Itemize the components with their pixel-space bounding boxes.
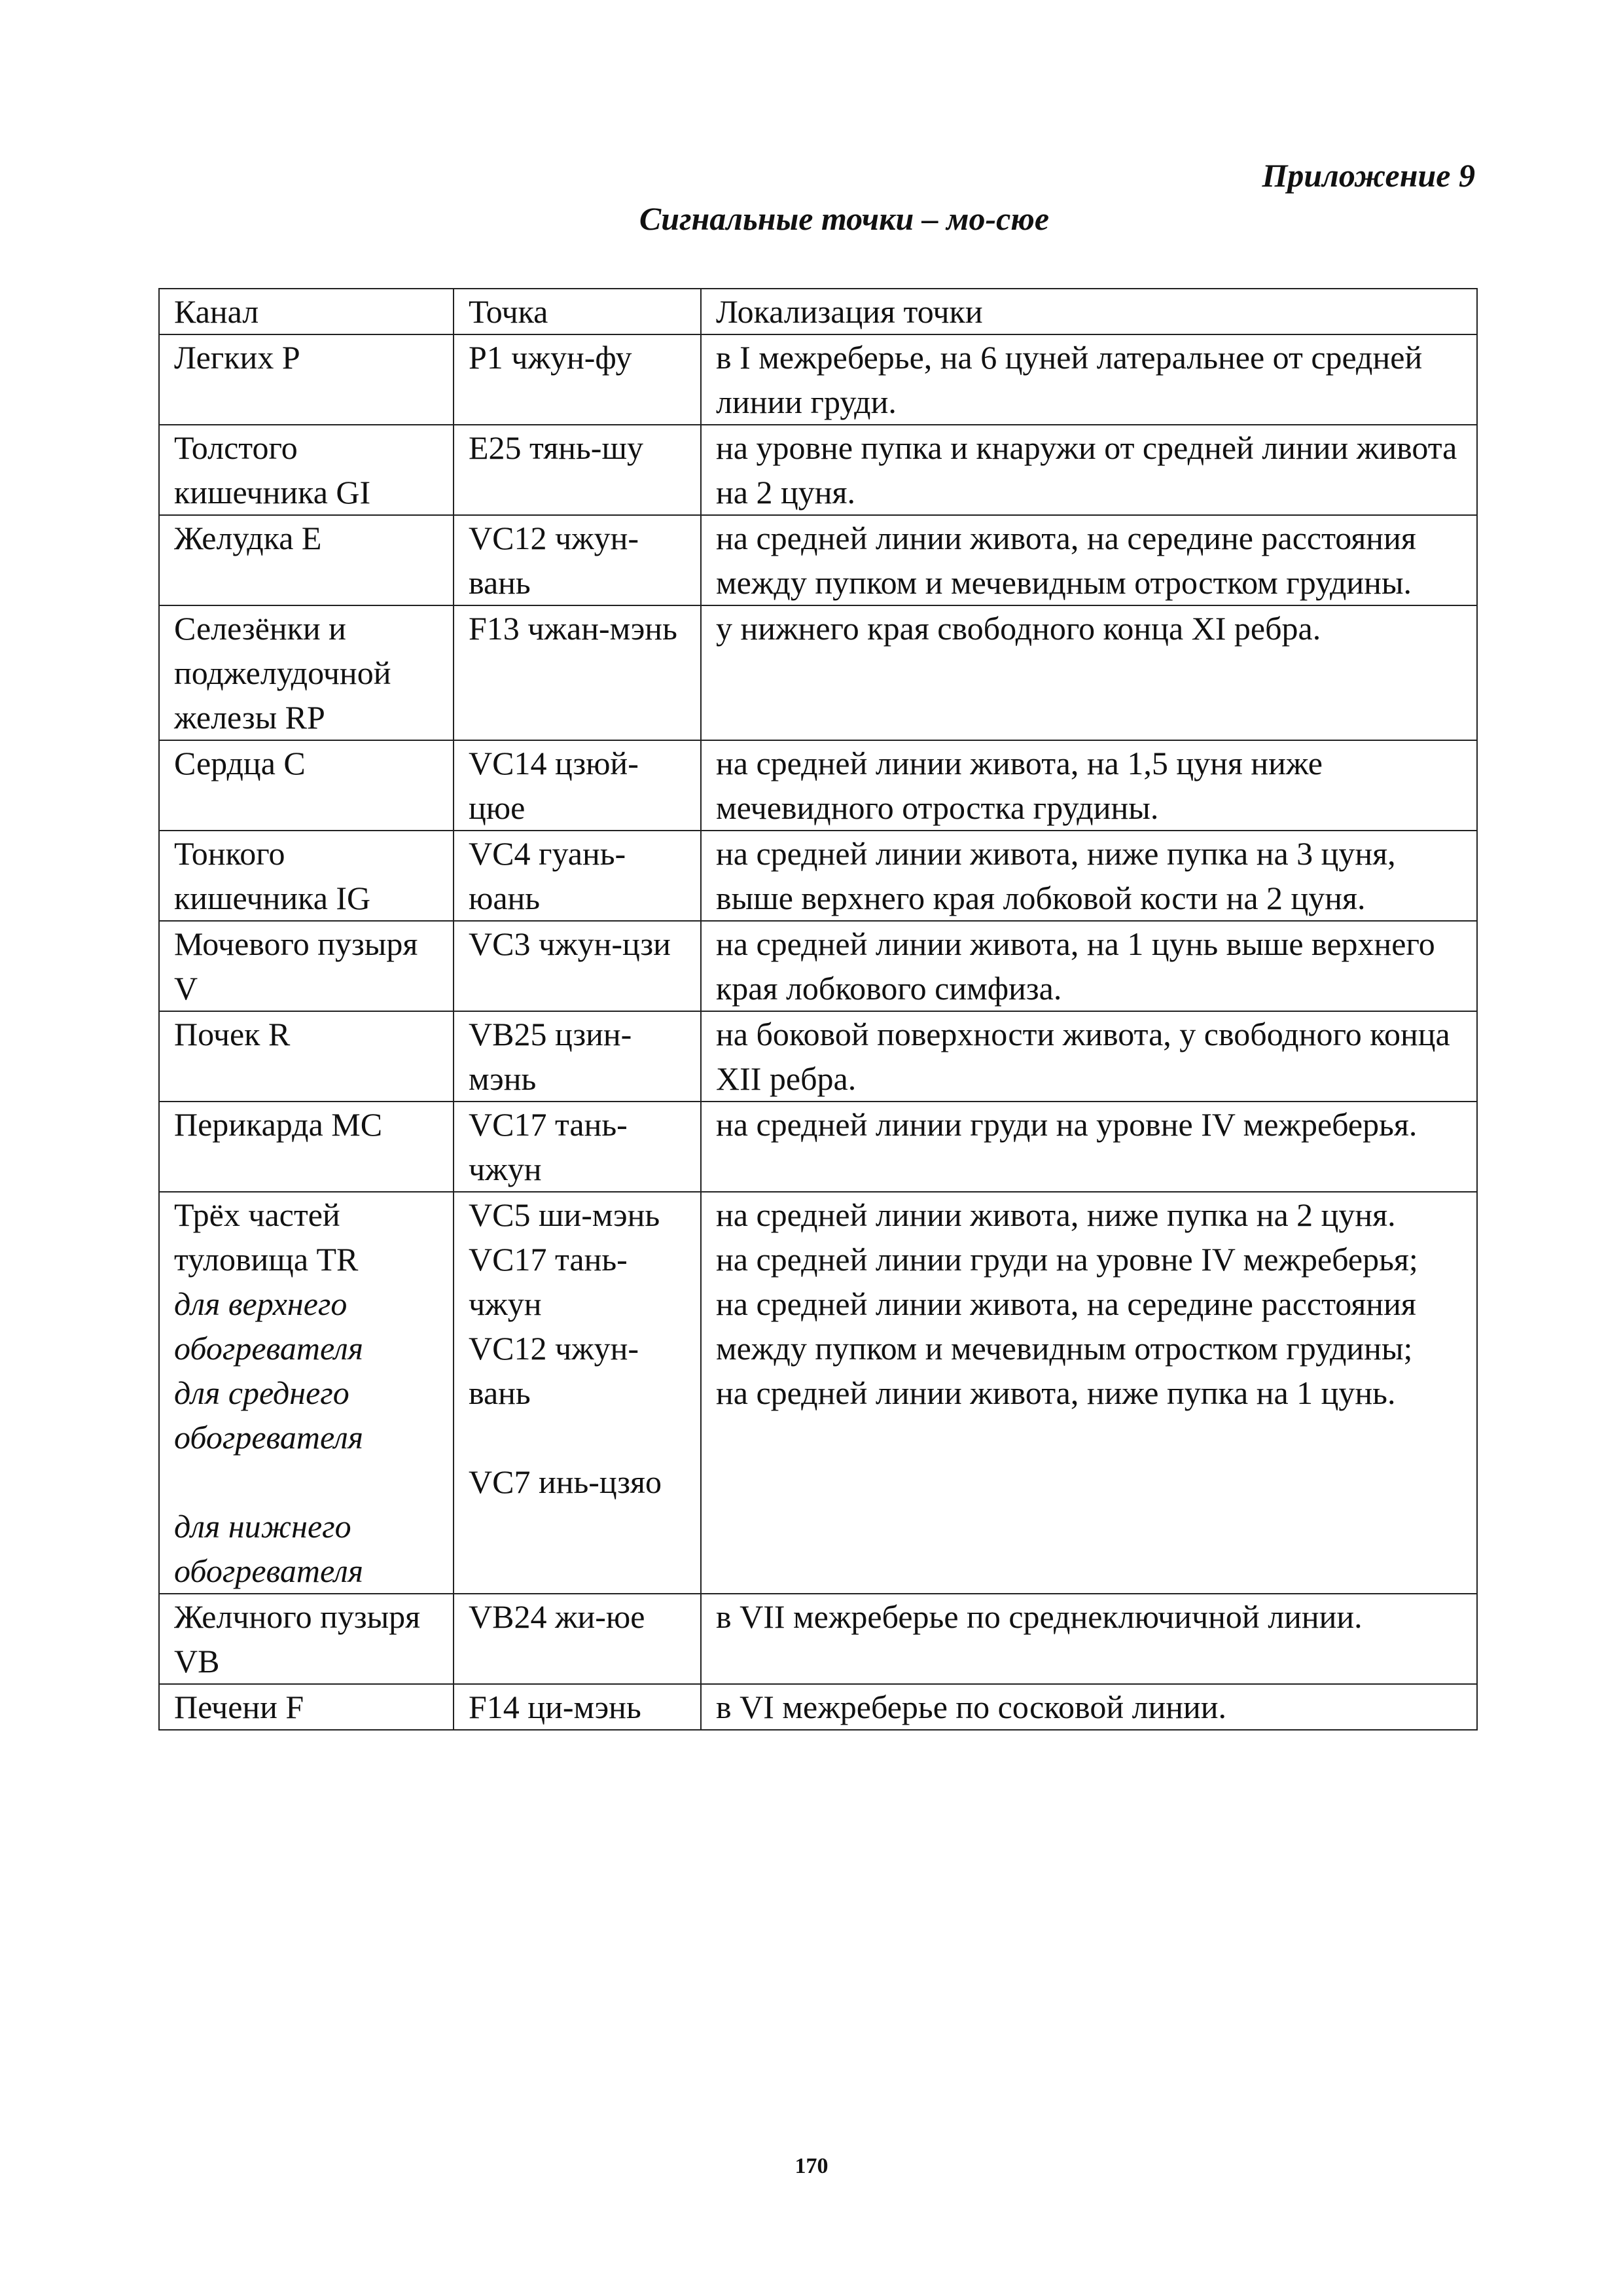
channel-sub-lower: для нижнего обогревателя: [174, 1508, 363, 1589]
column-header-point: Точка: [454, 289, 701, 334]
cell-point: VB25 цзин-мэнь: [454, 1011, 701, 1102]
cell-channel: Желудка E: [159, 515, 454, 605]
cell-location: [701, 1192, 1477, 1594]
point-middle: VC12 чжун-вань: [469, 1330, 639, 1411]
location-lower: на средней линии живота, ниже пупка на 1 цунь.: [716, 1374, 1396, 1411]
cell-channel: Легких P: [159, 334, 454, 425]
line-spacer: [174, 1460, 444, 1504]
cell-location: в I межреберье, на 6 цуней латеральнее от средней линии груди.: [701, 334, 1477, 425]
cell-location: на уровне пупка и кнаружи от средней линии живота на 2 цуня.: [701, 425, 1477, 515]
cell-channel: Желчного пузыря VB: [159, 1594, 454, 1684]
cell-point: VC17 тань-чжун: [454, 1102, 701, 1192]
cell-location: в VII межреберье по среднеключичной линии.: [701, 1594, 1477, 1684]
location-middle: на средней линии живота, на середине расстояния между пупком и мечевидным отростком грудины;: [716, 1285, 1416, 1367]
point-main: VC5 ши-мэнь: [469, 1196, 660, 1233]
channel-sub-middle: для среднего обогревателя: [174, 1374, 363, 1456]
line-spacer: [469, 1415, 691, 1460]
cell-point: F14 ци-мэнь: [454, 1684, 701, 1730]
table-row: [159, 740, 1477, 831]
cell-channel: Селезёнки и поджелудочной железы RP: [159, 605, 454, 740]
page-number: 170: [794, 2154, 829, 2178]
point-upper: VC17 тань-чжун: [469, 1241, 628, 1322]
signal-points-table: [158, 288, 1478, 1731]
cell-point: F13 чжан-мэнь: [454, 605, 701, 740]
cell-channel: Сердца C: [159, 740, 454, 831]
page-title: Сигнальные точки – мо-сюе: [639, 200, 1050, 237]
cell-point: P1 чжун-фу: [454, 334, 701, 425]
cell-location: на средней линии груди на уровне IV межреберья.: [701, 1102, 1477, 1192]
cell-location: на средней линии живота, ниже пупка на 3 цуня, выше верхнего края лобковой кости на 2 цуня.: [701, 831, 1477, 921]
cell-location: в VI межреберье по сосковой линии.: [701, 1684, 1477, 1730]
cell-location: на средней линии живота, на 1,5 цуня ниже мечевидного отростка грудины.: [701, 740, 1477, 831]
cell-point: VC12 чжун-вань: [454, 515, 701, 605]
point-lower: VC7 инь-цзяо: [469, 1463, 662, 1500]
table-row: [159, 1594, 1477, 1684]
appendix-label: Приложение 9: [1262, 157, 1475, 194]
table-row: [159, 515, 1477, 605]
cell-channel: Почек R: [159, 1011, 454, 1102]
cell-location: на средней линии живота, на середине расстояния между пупком и мечевидным отростком грудины.: [701, 515, 1477, 605]
cell-point: VB24 жи-юе: [454, 1594, 701, 1684]
location-upper: на средней линии груди на уровне IV межреберья;: [716, 1241, 1418, 1278]
location-main: на средней линии живота, ниже пупка на 2 цуня.: [716, 1196, 1396, 1233]
table-row: [159, 334, 1477, 425]
cell-point: VC3 чжун-цзи: [454, 921, 701, 1011]
table-row: [159, 1011, 1477, 1102]
table-header-row: [159, 289, 1477, 334]
cell-channel: Перикарда MC: [159, 1102, 454, 1192]
cell-location: на средней линии живота, на 1 цунь выше верхнего края лобкового симфиза.: [701, 921, 1477, 1011]
table-row: [159, 1192, 1477, 1594]
cell-channel: Мочевого пузыря V: [159, 921, 454, 1011]
cell-channel: Толстого кишечника GI: [159, 425, 454, 515]
cell-point: VC14 цзюй-цюе: [454, 740, 701, 831]
table-row: [159, 921, 1477, 1011]
cell-channel: [159, 1192, 454, 1594]
column-header-location: Локализация точки: [701, 289, 1477, 334]
cell-channel: Тонкого кишечника IG: [159, 831, 454, 921]
table-row: [159, 425, 1477, 515]
table-row: [159, 1102, 1477, 1192]
cell-location: у нижнего края свободного конца XI ребра.: [701, 605, 1477, 740]
cell-point: VC4 гуань-юань: [454, 831, 701, 921]
cell-point: E25 тянь-шу: [454, 425, 701, 515]
table-row: [159, 605, 1477, 740]
cell-channel: Печени F: [159, 1684, 454, 1730]
channel-main: Трёх частей туловища TR: [174, 1196, 359, 1278]
cell-point: [454, 1192, 701, 1594]
column-header-channel: Канал: [159, 289, 454, 334]
channel-sub-upper: для верхнего обогревателя: [174, 1285, 363, 1367]
table-row: [159, 1684, 1477, 1730]
cell-location: на боковой поверхности живота, у свободного конца XII ребра.: [701, 1011, 1477, 1102]
table-row: [159, 831, 1477, 921]
